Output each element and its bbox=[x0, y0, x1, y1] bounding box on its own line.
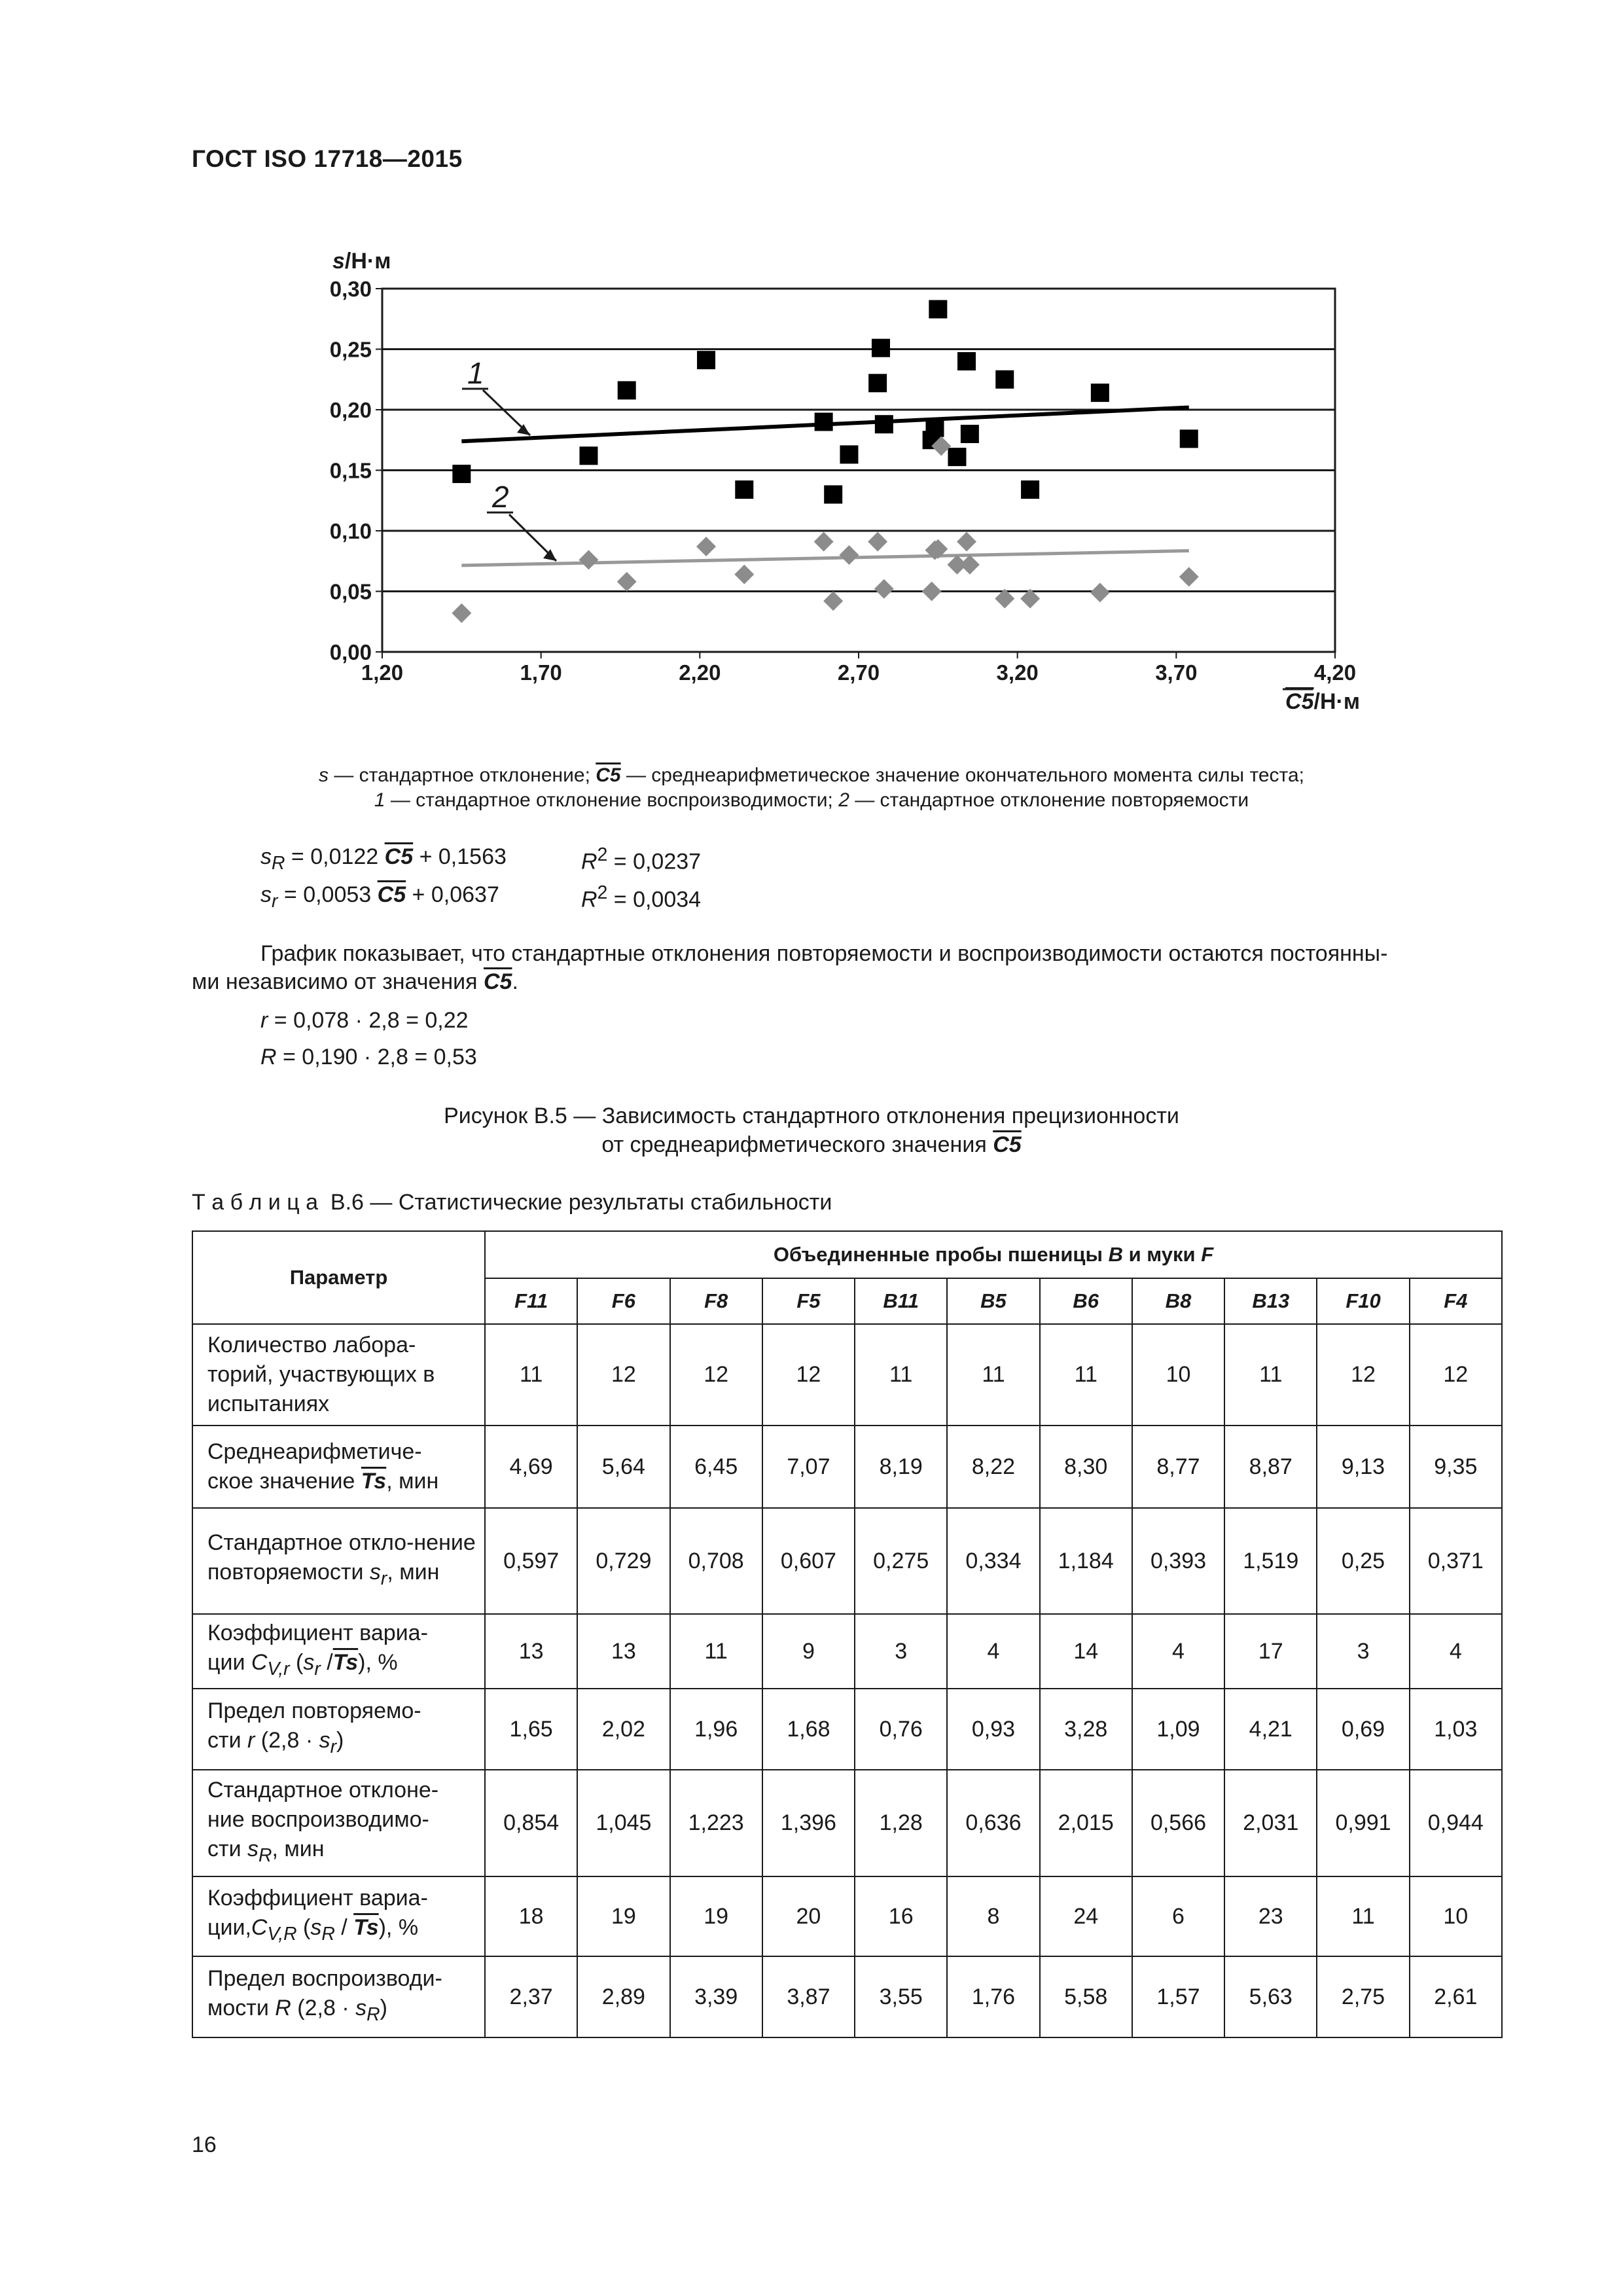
table-row bbox=[192, 1956, 1502, 2037]
table-cell: 12 bbox=[1317, 1324, 1409, 1426]
column-header: B5 bbox=[947, 1278, 1039, 1324]
table-cell: 11 bbox=[485, 1324, 577, 1426]
x-tick-label: 4,20 bbox=[1313, 660, 1357, 685]
data-point-diamond bbox=[579, 550, 598, 569]
data-point-square bbox=[948, 448, 966, 466]
table-cell: 1,045 bbox=[577, 1770, 669, 1876]
table-cell: 0,991 bbox=[1317, 1770, 1409, 1876]
table-cell: 7,07 bbox=[762, 1426, 855, 1508]
data-point-square bbox=[1091, 384, 1109, 402]
data-point-square bbox=[872, 339, 890, 357]
calc-r: r = 0,078 · 2,8 = 0,22 bbox=[260, 1008, 469, 1033]
y-tick-label: 0,30 bbox=[329, 277, 372, 301]
stats-table bbox=[192, 1230, 1503, 2038]
table-cell: 1,519 bbox=[1224, 1508, 1317, 1614]
table-cell: 2,75 bbox=[1317, 1956, 1409, 2037]
table-cell: 12 bbox=[577, 1324, 669, 1426]
row-parameter: Коэффициент вариа- ции $C_{V,r}$ ($s_r$ $/\overline{Ts}$), % bbox=[192, 1614, 485, 1689]
row-parameter: Стандартное откло-нение повторяемости $s_r$, мин bbox=[192, 1508, 485, 1614]
table-cell: 5,63 bbox=[1224, 1956, 1317, 2037]
table-cell: 8,22 bbox=[947, 1426, 1039, 1508]
table-cell: 1,09 bbox=[1132, 1689, 1224, 1770]
row-parameter: Среднеарифметиче- ское значение $\overline{Ts}$, мин bbox=[192, 1426, 485, 1508]
table-cell: 4,21 bbox=[1224, 1689, 1317, 1770]
data-point-square bbox=[995, 370, 1014, 389]
row-parameter: Предел воспроизводи- мости R $(2,8 \cdot s_R)$ bbox=[192, 1956, 485, 2037]
data-point-square bbox=[868, 374, 887, 392]
column-header: F5 bbox=[762, 1278, 855, 1324]
equation-sR-r2: $R^2 = 0,0237$ bbox=[581, 844, 702, 874]
document-header: ГОСТ ISO 17718—2015 bbox=[192, 145, 463, 172]
x-tick-label: 1,20 bbox=[361, 660, 404, 685]
equation-sr: $s_r = 0,0053$ C5 + 0,0637 bbox=[260, 882, 499, 912]
line-label-1: 1 bbox=[467, 356, 484, 390]
table-cell: 0,25 bbox=[1317, 1508, 1409, 1614]
data-point-square bbox=[1021, 480, 1039, 499]
table-cell: 3 bbox=[1317, 1614, 1409, 1689]
table-cell: 6 bbox=[1132, 1876, 1224, 1956]
column-header: F8 bbox=[670, 1278, 762, 1324]
figure-legend-line-2: 1 — стандартное отклонение воспроизводимости; 2 — стандартное отклонение повторяемости bbox=[374, 789, 1249, 811]
table-cell: 0,76 bbox=[855, 1689, 947, 1770]
x-axis-label: C5/Н·м bbox=[1285, 689, 1360, 714]
table-cell: 2,015 bbox=[1040, 1770, 1132, 1876]
table-row bbox=[192, 1770, 1502, 1876]
table-title: Т а б л и ц а В.6 — Статистические результаты стабильности bbox=[192, 1190, 832, 1215]
table-cell: 11 bbox=[670, 1614, 762, 1689]
data-point-diamond bbox=[734, 565, 754, 584]
table-cell: 9 bbox=[762, 1614, 855, 1689]
table-cell: 19 bbox=[577, 1876, 669, 1956]
row-parameter: Предел повторяемо- сти r $(2,8 \cdot s_r)$ bbox=[192, 1689, 485, 1770]
table-cell: 2,89 bbox=[577, 1956, 669, 2037]
data-point-diamond bbox=[957, 532, 976, 552]
x-tick-label: 2,20 bbox=[679, 660, 721, 685]
table-row bbox=[192, 1876, 1502, 1956]
table-cell: 5,64 bbox=[577, 1426, 669, 1508]
table-cell: 0,275 bbox=[855, 1508, 947, 1614]
table-cell: 11 bbox=[1317, 1876, 1409, 1956]
data-point-diamond bbox=[814, 532, 834, 552]
table-cell: 0,566 bbox=[1132, 1770, 1224, 1876]
table-cell: 2,031 bbox=[1224, 1770, 1317, 1876]
table-cell: 10 bbox=[1410, 1876, 1502, 1956]
table-cell: 0,854 bbox=[485, 1770, 577, 1876]
data-point-square bbox=[618, 381, 636, 399]
table-cell: 17 bbox=[1224, 1614, 1317, 1689]
table-cell: 4 bbox=[1410, 1614, 1502, 1689]
figure-caption-line-1: Рисунок В.5 — Зависимость стандартного отклонения прецизионности bbox=[444, 1103, 1179, 1128]
table-cell: 11 bbox=[947, 1324, 1039, 1426]
table-cell: 9,35 bbox=[1410, 1426, 1502, 1508]
table-cell: 0,607 bbox=[762, 1508, 855, 1614]
table-cell: 0,69 bbox=[1317, 1689, 1409, 1770]
table-cell: 0,93 bbox=[947, 1689, 1039, 1770]
x-tick-label: 2,70 bbox=[837, 660, 880, 685]
table-cell: 0,708 bbox=[670, 1508, 762, 1614]
table-cell: 11 bbox=[855, 1324, 947, 1426]
table-cell: 0,729 bbox=[577, 1508, 669, 1614]
table-cell: 0,393 bbox=[1132, 1508, 1224, 1614]
page-number: 16 bbox=[192, 2132, 217, 2157]
equation-sR: $s_R = 0,0122$ C5 + 0,1563 bbox=[260, 844, 507, 874]
table-cell: 10 bbox=[1132, 1324, 1224, 1426]
table-cell: 2,61 bbox=[1410, 1956, 1502, 2037]
table-cell: 1,28 bbox=[855, 1770, 947, 1876]
table-row bbox=[192, 1508, 1502, 1614]
equation-sr-r2: $R^2 = 0,0034$ bbox=[581, 882, 702, 912]
table-cell: 1,65 bbox=[485, 1689, 577, 1770]
table-cell: 8,30 bbox=[1040, 1426, 1132, 1508]
table-cell: 1,223 bbox=[670, 1770, 762, 1876]
column-header: B8 bbox=[1132, 1278, 1224, 1324]
table-row bbox=[192, 1426, 1502, 1508]
table-cell: 0,636 bbox=[947, 1770, 1039, 1876]
data-point-square bbox=[875, 415, 893, 433]
data-point-square bbox=[735, 480, 753, 499]
table-cell: 3,55 bbox=[855, 1956, 947, 2037]
table-cell: 8 bbox=[947, 1876, 1039, 1956]
column-header: F10 bbox=[1317, 1278, 1409, 1324]
figure-legend-line-1: s — стандартное отклонение; C5 — среднеарифметическое значение окончательного момента силы теста; bbox=[319, 764, 1304, 786]
table-cell: 14 bbox=[1040, 1614, 1132, 1689]
table-cell: 4,69 bbox=[485, 1426, 577, 1508]
data-point-square bbox=[452, 465, 471, 483]
data-point-square bbox=[824, 486, 842, 504]
table-cell: 4 bbox=[947, 1614, 1039, 1689]
table-cell: 0,371 bbox=[1410, 1508, 1502, 1614]
table-cell: 1,03 bbox=[1410, 1689, 1502, 1770]
table-cell: 5,58 bbox=[1040, 1956, 1132, 2037]
table-cell: 12 bbox=[762, 1324, 855, 1426]
data-point-square bbox=[957, 352, 976, 370]
column-header: B11 bbox=[855, 1278, 947, 1324]
row-parameter: Стандартное отклоне- ние воспроизводимо- сти $s_R$, мин bbox=[192, 1770, 485, 1876]
y-tick-label: 0,25 bbox=[329, 337, 372, 362]
table-cell: 1,184 bbox=[1040, 1508, 1132, 1614]
data-point-square bbox=[840, 445, 858, 463]
data-point-diamond bbox=[452, 603, 471, 623]
table-cell: 1,396 bbox=[762, 1770, 855, 1876]
table-cell: 8,87 bbox=[1224, 1426, 1317, 1508]
y-axis-label: s/Н·м bbox=[332, 249, 391, 274]
row-parameter: Коэффициент вариа- $ции,C_{V,R}$ $(s_R / \overline{Ts})$, % bbox=[192, 1876, 485, 1956]
data-point-square bbox=[579, 446, 597, 465]
table-cell: 12 bbox=[670, 1324, 762, 1426]
data-point-diamond bbox=[1090, 583, 1110, 602]
y-tick-label: 0,05 bbox=[329, 579, 372, 604]
data-point-square bbox=[1180, 429, 1198, 448]
data-point-diamond bbox=[839, 545, 859, 565]
data-point-diamond bbox=[922, 582, 942, 601]
table-cell: 3,39 bbox=[670, 1956, 762, 2037]
data-point-diamond bbox=[868, 532, 887, 552]
table-cell: 6,45 bbox=[670, 1426, 762, 1508]
table-cell: 2,02 bbox=[577, 1689, 669, 1770]
y-tick-label: 0,00 bbox=[329, 640, 372, 664]
paragraph-line-1: График показывает, что стандартные отклонения повторяемости и воспроизводимости остаются постоянны- bbox=[260, 941, 1388, 966]
table-cell: 0,597 bbox=[485, 1508, 577, 1614]
table-row bbox=[192, 1689, 1502, 1770]
x-tick-label: 3,70 bbox=[1155, 660, 1198, 685]
data-point-diamond bbox=[960, 555, 980, 575]
data-point-square bbox=[697, 351, 715, 369]
table-cell: 3 bbox=[855, 1614, 947, 1689]
column-header: B6 bbox=[1040, 1278, 1132, 1324]
figure-caption-line-2: от среднеарифметического значения C5 bbox=[601, 1132, 1022, 1157]
data-point-diamond bbox=[696, 537, 716, 556]
table-cell: 12 bbox=[1410, 1324, 1502, 1426]
table-cell: 13 bbox=[485, 1614, 577, 1689]
data-point-diamond bbox=[1179, 567, 1199, 586]
table-row bbox=[192, 1324, 1502, 1426]
table-cell: 4 bbox=[1132, 1614, 1224, 1689]
table-cell: 18 bbox=[485, 1876, 577, 1956]
x-tick-label: 1,70 bbox=[520, 660, 562, 685]
table-cell: 1,57 bbox=[1132, 1956, 1224, 2037]
table-cell: 2,37 bbox=[485, 1956, 577, 2037]
group-header: Объединенные пробы пшеницы B и муки F bbox=[485, 1231, 1502, 1278]
table-cell: 20 bbox=[762, 1876, 855, 1956]
column-header: B13 bbox=[1224, 1278, 1317, 1324]
data-point-diamond bbox=[823, 591, 843, 611]
table-cell: 13 bbox=[577, 1614, 669, 1689]
table-cell: 9,13 bbox=[1317, 1426, 1409, 1508]
table-cell: 1,68 bbox=[762, 1689, 855, 1770]
table-cell: 24 bbox=[1040, 1876, 1132, 1956]
row-parameter: Количество лабора-торий, участвующих в испытаниях bbox=[192, 1324, 485, 1426]
table-cell: 1,76 bbox=[947, 1956, 1039, 2037]
y-tick-label: 0,20 bbox=[329, 398, 372, 422]
table-cell: 11 bbox=[1040, 1324, 1132, 1426]
paragraph-line-2: ми независимо от значения C5. bbox=[192, 969, 518, 994]
data-point-square bbox=[815, 413, 833, 431]
table-cell: 8,19 bbox=[855, 1426, 947, 1508]
data-point-square bbox=[929, 300, 947, 318]
data-point-diamond bbox=[874, 579, 894, 599]
data-point-square bbox=[961, 425, 979, 443]
data-point-diamond bbox=[617, 572, 637, 592]
y-tick-label: 0,10 bbox=[329, 519, 372, 543]
table-cell: 0,334 bbox=[947, 1508, 1039, 1614]
table-cell: 3,87 bbox=[762, 1956, 855, 2037]
table-cell: 1,96 bbox=[670, 1689, 762, 1770]
y-tick-label: 0,15 bbox=[329, 458, 372, 483]
table-cell: 0,944 bbox=[1410, 1770, 1502, 1876]
calc-R: R = 0,190 · 2,8 = 0,53 bbox=[260, 1045, 477, 1069]
chart bbox=[0, 0, 1623, 733]
table-row bbox=[192, 1614, 1502, 1689]
regression-line-2 bbox=[461, 551, 1188, 565]
column-header: F4 bbox=[1410, 1278, 1502, 1324]
data-point-square bbox=[925, 419, 944, 437]
table-cell: 23 bbox=[1224, 1876, 1317, 1956]
table-cell: 16 bbox=[855, 1876, 947, 1956]
table-cell: 3,28 bbox=[1040, 1689, 1132, 1770]
param-header: Параметр bbox=[192, 1231, 485, 1324]
table-cell: 19 bbox=[670, 1876, 762, 1956]
x-tick-label: 3,20 bbox=[996, 660, 1039, 685]
table-cell: 11 bbox=[1224, 1324, 1317, 1426]
column-header: F6 bbox=[577, 1278, 669, 1324]
line-label-2: 2 bbox=[492, 480, 509, 514]
table-cell: 8,77 bbox=[1132, 1426, 1224, 1508]
column-header: F11 bbox=[485, 1278, 577, 1324]
